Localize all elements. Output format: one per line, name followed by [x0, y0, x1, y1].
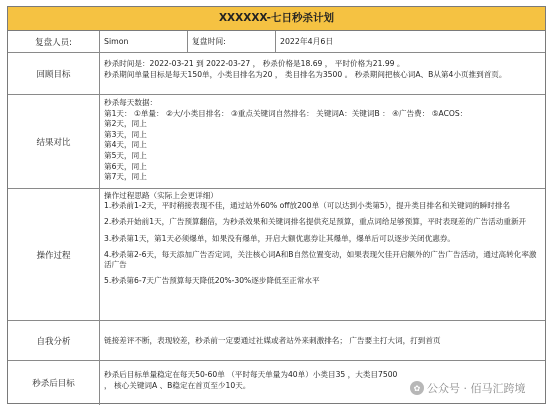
review-goal-line: 秒杀时间是：2022-03-21 到 2022-03-27 ， 秒杀价格是18.69 ， 平时价格为21.99 。 [104, 59, 405, 68]
operation-line: 5.秒杀第6-7天广告预算每天降低20%-30%逐步降低至正常水平 [104, 276, 320, 286]
result-line: 第7天，同上 [104, 172, 147, 182]
result-compare-content [100, 95, 545, 188]
operation-line: 3.秒杀第1天，第1天必须爆单，如果没有爆单，开启大额优惠券让其爆单，爆单后可以逐步关闭优惠券。 [104, 233, 456, 243]
watermark [410, 380, 526, 396]
result-line: 第6天，同上 [104, 161, 147, 171]
plan-sheet [7, 6, 546, 404]
review-goal-line: 秒杀期间单量目标是每天150单，小类目排名为20 ， 类目排名为3500 。 秒杀期间把核心词A、B从第4小页推到首页。 [104, 70, 507, 79]
time-value: 2022年4月6日 [280, 37, 334, 46]
result-line: 秒杀每天数据： [104, 98, 158, 107]
operation-line: 操作过程思路（实际上会更详细） [104, 191, 218, 200]
operation-row [8, 189, 545, 321]
result-line: 第2天，同上 [104, 119, 147, 129]
watermark-text: 公众号 · 佰马汇跨境 [427, 382, 526, 395]
wechat-channel-icon: ✿ [410, 381, 424, 395]
self-analysis-label: 自我分析 [8, 321, 100, 360]
self-analysis-line: 链接差评不断，表现较差，秒杀前一定要通过社媒或者站外来刺激排名； 广告要主打大词，打到首页 [104, 336, 441, 345]
result-line: 第4天，同上 [104, 140, 147, 150]
self-analysis-row [8, 321, 545, 361]
info-row [8, 31, 545, 53]
post-result-label: 秒杀后目标 [8, 361, 100, 405]
review-goal-label: 回顾目标 [8, 53, 100, 94]
result-line: 第5天，同上 [104, 150, 147, 160]
result-compare-label: 结果对比 [8, 95, 100, 188]
operation-line: 1.秒杀前1-2天，平时稍接表现不佳，通过站外60% off放200单（可以达到小类第5），提升类目排名和关键词的瞬时排名 [104, 201, 511, 211]
reviewer-value: Simon [100, 31, 188, 52]
post-result-line: 秒杀后目标单量稳定在每天50-60单 （平时每天单量为40单）小类目35 ，大类目7500 ， 核心关键词A 、B稳定在首页至少10天。 [104, 370, 398, 390]
result-compare-row [8, 95, 545, 189]
result-line: 第3天，同上 [104, 129, 147, 139]
review-goal-row [8, 53, 545, 95]
self-analysis-content [100, 321, 545, 360]
result-line: 第1天： ①单量： ②大/小类目排名： ③重点关键词自然排名： 关键词A：关键词B ： ④广告费： ⑤ACOS： [104, 108, 468, 118]
time-label: 复盘时间: [188, 31, 276, 52]
operation-line: 4.秒杀第2-6天，每天添加广告否定词，关注核心词A和B自然位置变动，如果表现欠佳开启额外的广告广告活动，通过高转化率激活广告 [104, 249, 537, 270]
operation-line: 2.秒杀开始前1天，广告预算翻倍，为秒杀效果和关键词排名提供充足预算，重点词给足够预算，平时表现差的广告活动重新开 [104, 217, 527, 227]
operation-label: 操作过程 [8, 189, 100, 320]
operation-content [100, 189, 545, 320]
review-goal-content [100, 53, 545, 94]
reviewer-label: 复盘人员: [8, 31, 100, 52]
sheet-title: XXXXXX-七日秒杀计划 [8, 7, 545, 31]
